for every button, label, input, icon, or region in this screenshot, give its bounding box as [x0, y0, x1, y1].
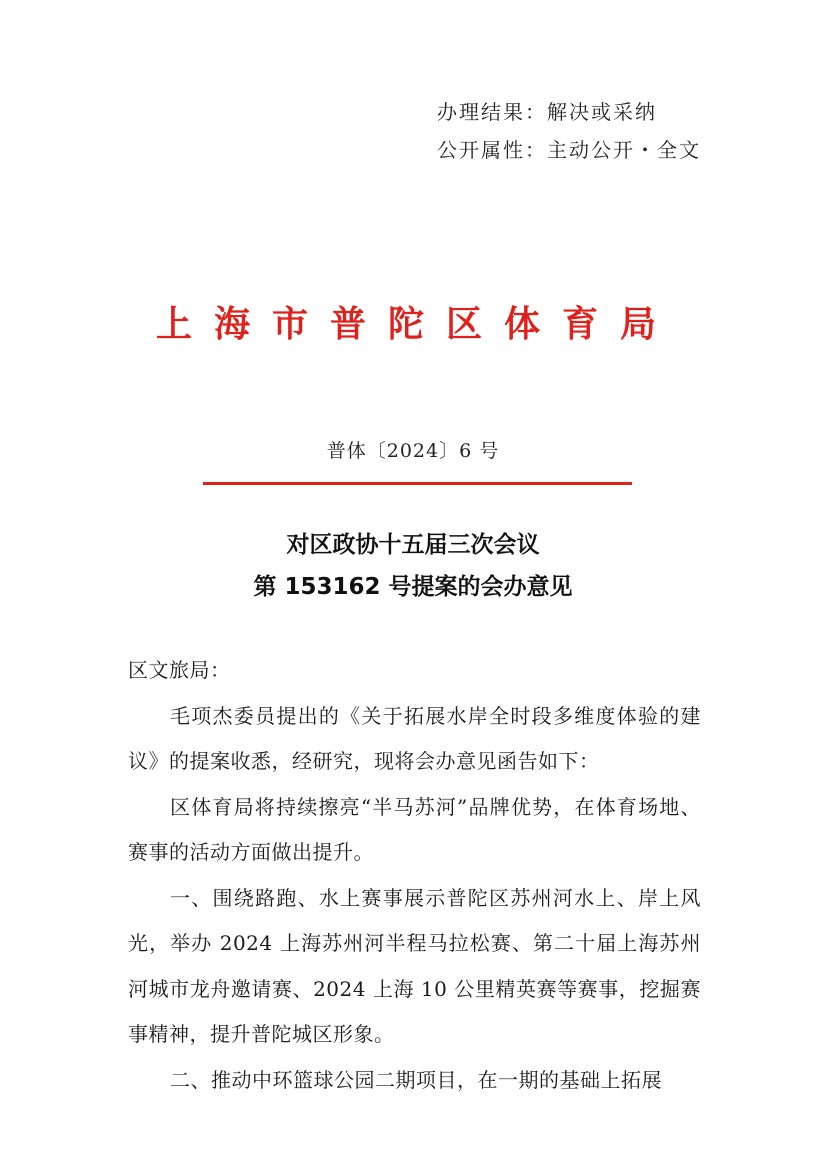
body-paragraph: 一、围绕路跑、水上赛事展示普陀区苏州河水上、岸上风光，举办 2024 上海苏州河半程马拉松赛、第二十届上海苏州河城市龙舟邀请赛、2024 上海 10 公里精英赛等赛事，挖掘赛事精神，提升普陀城区形象。 — [128, 885, 701, 1046]
document-number: 普体〔2024〕6 号 — [326, 440, 500, 462]
red-divider-line — [203, 482, 632, 485]
document-title-line-2: 第 153162 号提案的会办意见 — [253, 574, 573, 600]
salutation: 区文旅局： — [128, 658, 231, 682]
document-title-line-1: 对区政协十五届三次会议 — [286, 532, 540, 558]
body-paragraph: 区体育局将持续擦亮“半马苏河”品牌优势，在体育场地、赛事的活动方面做出提升。 — [128, 794, 701, 864]
body-paragraph: 二、推动中环篮球公园二期项目，在一期的基础上拓展 — [170, 1067, 662, 1092]
document-body — [128, 648, 701, 1103]
body-paragraph: 毛项杰委员提出的《关于拓展水岸全时段多维度体验的建议》的提案收悉，经研究，现将会办意见函告如下： — [128, 703, 701, 773]
handling-result: 办理结果：解决或采纳 — [437, 100, 657, 124]
issuing-organization: 上海市普陀区体育局 — [155, 303, 678, 345]
disclosure-attribute: 公开属性：主动公开・全文 — [437, 138, 701, 162]
